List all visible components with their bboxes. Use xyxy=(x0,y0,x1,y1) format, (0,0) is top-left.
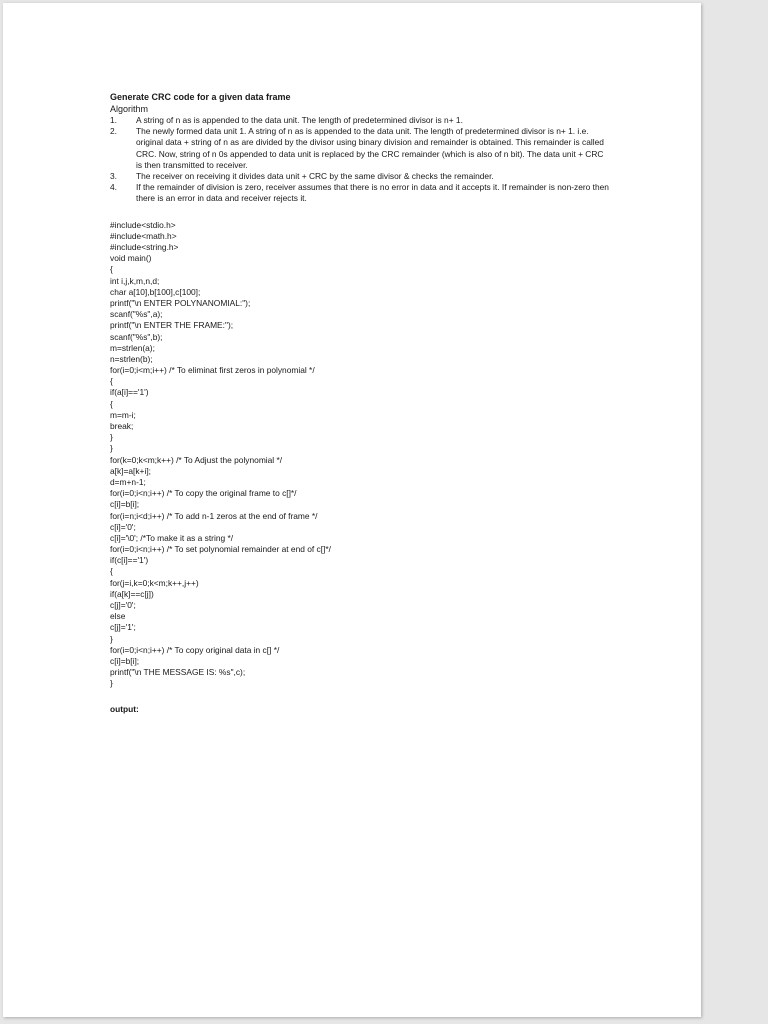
code-line: n=strlen(b); xyxy=(110,353,153,364)
document-page xyxy=(3,3,701,1017)
code-listing xyxy=(110,220,610,690)
code-line: } xyxy=(110,432,113,443)
code-line: for(j=i,k=0;k<m;k++,j++) xyxy=(110,577,199,588)
algorithm-heading: Algorithm xyxy=(110,104,149,114)
code-line: #include<string.h> xyxy=(110,242,179,252)
code-line: for(i=0;i<n;i++) /* To copy the original frame to c[]*/ xyxy=(110,488,297,499)
algorithm-step xyxy=(110,182,610,204)
code-line: scanf("%s",a); xyxy=(110,309,163,320)
step-number: 4. xyxy=(110,182,117,193)
code-line: { xyxy=(110,264,113,275)
step-number: 1. xyxy=(110,115,117,125)
code-line: d=m+n-1; xyxy=(110,476,146,487)
code-line: scanf("%s",b); xyxy=(110,331,163,342)
code-line: #include<stdio.h> xyxy=(110,219,176,230)
code-line: if(a[i]=='1') xyxy=(110,387,149,398)
code-line: m=strlen(a); xyxy=(110,342,155,353)
code-line: } xyxy=(110,678,113,689)
step-text: The receiver on receiving it divides data unit + CRC by the same divisor & checks the remainder. xyxy=(136,171,494,182)
code-line: break; xyxy=(110,421,134,431)
output-label: output: xyxy=(110,703,139,714)
code-line: m=m-i; xyxy=(110,409,136,420)
code-line: { xyxy=(110,398,113,409)
code-line: printf("\n ENTER THE FRAME:"); xyxy=(110,320,234,331)
code-line: c[i]='0'; xyxy=(110,521,136,532)
code-line: c[i]=b[i]; xyxy=(110,499,140,510)
algorithm-step xyxy=(110,115,610,126)
algorithm-step xyxy=(110,171,610,182)
document-title: Generate CRC code for a given data frame xyxy=(110,92,291,102)
code-line: char a[10],b[100],c[100]; xyxy=(110,286,201,297)
algorithm-step xyxy=(110,126,610,171)
code-line: c[j]='0'; xyxy=(110,600,136,610)
code-line: for(i=0;i<n;i++) /* To set polynomial remainder at end of c[]*/ xyxy=(110,544,331,555)
step-number: 3. xyxy=(110,171,117,182)
algorithm-steps xyxy=(110,115,610,205)
code-line: #include<math.h> xyxy=(110,230,177,241)
code-line: if(c[i]=='1') xyxy=(110,555,149,566)
code-line: c[j]='1'; xyxy=(110,622,136,633)
code-line: int i,j,k,m,n,d; xyxy=(110,275,160,286)
code-line: } xyxy=(110,633,113,644)
code-line: printf("\n THE MESSAGE IS: %s",c); xyxy=(110,667,246,678)
code-line: for(i=0;i<n;i++) /* To copy original data in c[] */ xyxy=(110,644,280,655)
code-line: for(k=0;k<m;k++) /* To Adjust the polynomial */ xyxy=(110,454,283,465)
code-line: c[i]='\0'; /*To make it as a string */ xyxy=(110,532,234,543)
code-line: if(a[k]==c[j]) xyxy=(110,588,154,599)
document-content xyxy=(110,91,610,715)
step-text: The newly formed data unit 1. A string of n as is appended to the data unit. The length of predetermined divisor is n+ 1. i.e. original data + string of n as are divided by the divisor using binary division and remainder is obtained. This remainder is called CRC. Now, string of n 0s appended to data unit is replaced by the CRC remainder (which is also of n bit). The data unit + CRC is then transmitted to receiver. xyxy=(136,126,604,170)
step-text: A string of n as is appended to the data unit. The length of predetermined divisor is n+ 1. xyxy=(136,115,463,125)
code-line: c[i]=b[i]; xyxy=(110,655,140,666)
code-line: } xyxy=(110,443,113,454)
code-line: else xyxy=(110,611,126,622)
code-line: printf("\n ENTER POLYNANOMIAL:"); xyxy=(110,297,251,308)
code-line: for(i=n;i<d;i++) /* To add n-1 zeros at the end of frame */ xyxy=(110,510,318,521)
step-text: If the remainder of division is zero, receiver assumes that there is no error in data and it accepts it. If remainder is non-zero then there is an error in data and receiver rejects it. xyxy=(136,182,609,204)
code-line: a[k]=a[k+i]; xyxy=(110,465,151,476)
code-line: for(i=0;i<m;i++) /* To eliminat first zeros in polynomial */ xyxy=(110,365,315,376)
code-line: { xyxy=(110,376,113,387)
code-line: void main() xyxy=(110,253,152,264)
step-number: 2. xyxy=(110,126,117,137)
code-line: { xyxy=(110,566,113,577)
